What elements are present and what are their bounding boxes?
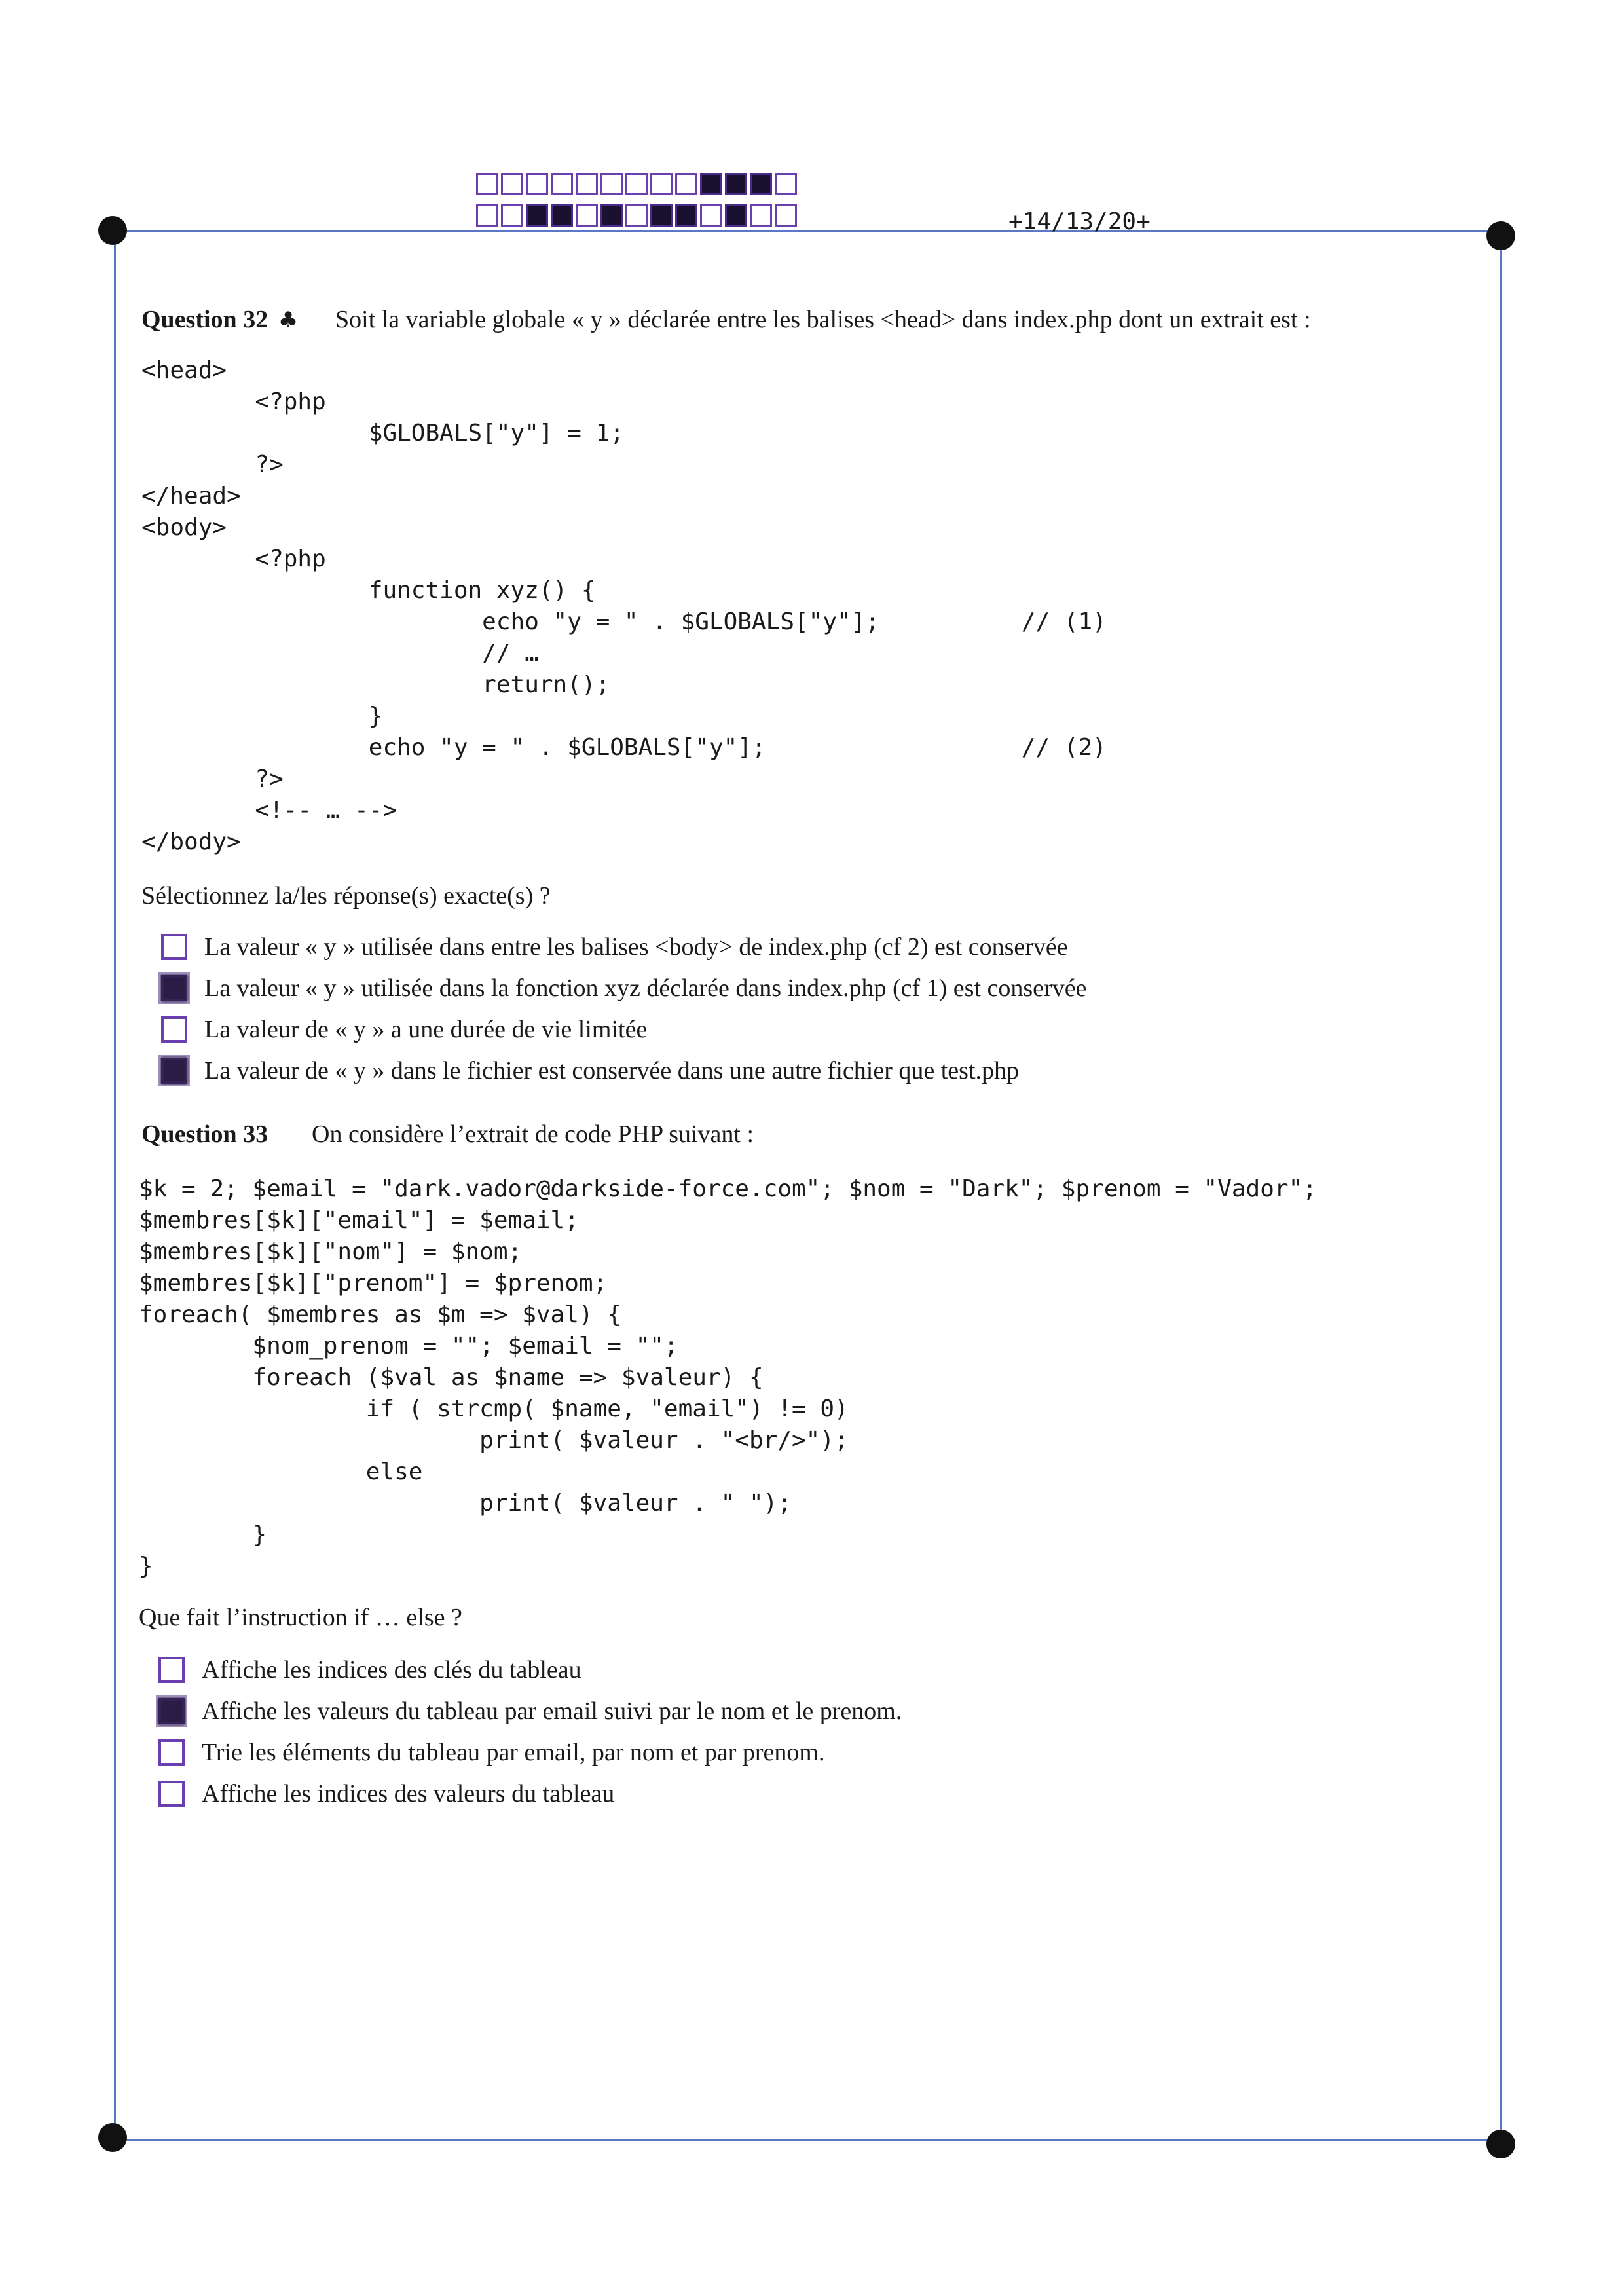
question-33-instruction: Que fait l’instruction if … else ? (139, 1604, 462, 1631)
code-line: } (139, 1521, 267, 1548)
barcode-cell (551, 204, 573, 227)
barcode-cell (675, 173, 697, 195)
code-line: <!-- … --> (141, 797, 397, 824)
barcode-cell (501, 173, 523, 195)
answer-option[interactable] (161, 1056, 1019, 1085)
checkbox[interactable] (161, 1016, 187, 1043)
answer-text: La valeur « y » utilisée dans la fonction xyz déclarée dans index.php (cf 1) est conservée (204, 974, 1087, 1002)
question-32-code (141, 355, 1107, 858)
barcode-cell (501, 204, 523, 227)
question-32-prompt: Soit la variable globale « y » déclarée entre les balises <head> dans index.php dont un extrait est : (335, 306, 1311, 333)
code-line: <?php (141, 546, 326, 572)
code-line: foreach( $membres as $m => $val) { (139, 1301, 621, 1328)
checkbox[interactable] (158, 1739, 185, 1766)
page-id: +14/13/20+ (1008, 208, 1151, 235)
barcode-cell (725, 204, 747, 227)
barcode-cell (675, 204, 697, 227)
code-line: function xyz() { (141, 577, 596, 604)
answer-option[interactable] (161, 974, 1086, 1003)
frame-left-line (114, 230, 116, 2141)
barcode-cell (725, 173, 747, 195)
barcode-cell (576, 173, 598, 195)
barcode-row-1 (476, 173, 797, 195)
barcode-cell (700, 204, 722, 227)
corner-mark-top-left (98, 216, 127, 245)
code-line: // … (141, 640, 539, 667)
question-33-code (139, 1174, 1317, 1582)
answer-text: La valeur « y » utilisée dans entre les balises <body> de index.php (cf 2) est conservée (204, 933, 1068, 961)
code-line: else (139, 1458, 423, 1485)
code-line: $nom_prenom = ""; $email = ""; (139, 1333, 678, 1360)
barcode-cell (625, 204, 648, 227)
frame-bottom-line (115, 2139, 1500, 2141)
answer-text: Trie les éléments du tableau par email, par nom et par prenom. (202, 1739, 825, 1766)
checkbox[interactable] (161, 934, 187, 960)
barcode-cell (775, 173, 797, 195)
checkbox[interactable] (158, 1657, 185, 1683)
code-line: <head> (141, 357, 227, 384)
code-line: ?> (141, 451, 284, 478)
corner-mark-top-right (1486, 221, 1515, 250)
code-line: } (141, 703, 383, 730)
checked-checkbox[interactable] (158, 1698, 185, 1724)
barcode-cell (526, 173, 548, 195)
barcode-cell (576, 204, 598, 227)
code-line: $GLOBALS["y"] = 1; (141, 420, 624, 447)
code-line: <body> (141, 514, 227, 541)
barcode-row-2 (476, 204, 797, 227)
code-line: </body> (141, 828, 241, 855)
answer-text: Affiche les valeurs du tableau par email suivi par le nom et le prenom. (202, 1697, 902, 1725)
code-line: $membres[$k]["nom"] = $nom; (139, 1238, 523, 1265)
answer-text: La valeur de « y » a une durée de vie limitée (204, 1016, 648, 1043)
code-line: echo "y = " . $GLOBALS["y"]; // (2) (141, 734, 1107, 761)
code-line: echo "y = " . $GLOBALS["y"]; // (1) (141, 608, 1107, 635)
barcode-cell (625, 173, 648, 195)
code-line: $k = 2; $email = "dark.vador@darkside-force.com"; $nom = "Dark"; $prenom = "Vador"; (139, 1176, 1317, 1202)
answer-option[interactable] (158, 1697, 902, 1726)
answer-option[interactable] (158, 1656, 581, 1684)
barcode-cell (526, 204, 548, 227)
question-33-heading (141, 1120, 268, 1149)
barcode-cell (775, 204, 797, 227)
question-32-instruction: Sélectionnez la/les réponse(s) exacte(s) ? (141, 882, 551, 910)
code-line: } (139, 1553, 153, 1580)
code-line: print( $valeur . "<br/>"); (139, 1427, 849, 1454)
barcode-cell (600, 173, 623, 195)
barcode-cell (476, 204, 498, 227)
answer-text: Affiche les indices des valeurs du tableau (202, 1780, 615, 1807)
code-line: foreach ($val as $name => $valeur) { (139, 1364, 764, 1391)
code-line: ?> (141, 766, 284, 792)
club-icon: ♣ (278, 307, 299, 333)
code-line: </head> (141, 483, 241, 509)
checked-checkbox[interactable] (161, 1058, 187, 1084)
question-32-heading (141, 305, 298, 334)
barcode-cell (476, 173, 498, 195)
code-line: $membres[$k]["email"] = $email; (139, 1207, 579, 1234)
answer-text: La valeur de « y » dans le fichier est conservée dans une autre fichier que test.php (204, 1057, 1019, 1084)
checked-checkbox[interactable] (161, 975, 187, 1001)
frame-right-line (1500, 234, 1502, 2145)
barcode-cell (600, 204, 623, 227)
checkbox[interactable] (158, 1781, 185, 1807)
barcode-cell (650, 204, 673, 227)
frame-top-line (115, 230, 1500, 232)
answer-option[interactable] (161, 933, 1068, 961)
barcode-cell (700, 173, 722, 195)
code-line: $membres[$k]["prenom"] = $prenom; (139, 1270, 608, 1297)
corner-mark-bottom-left (98, 2123, 127, 2152)
code-line: return(); (141, 671, 610, 698)
answer-text: Affiche les indices des clés du tableau (202, 1656, 581, 1684)
answer-option[interactable] (158, 1738, 824, 1767)
question-32-label: Question 32 (141, 306, 268, 333)
barcode-cell (750, 204, 772, 227)
answer-option[interactable] (161, 1015, 647, 1044)
code-line: <?php (141, 388, 326, 415)
corner-mark-bottom-right (1486, 2130, 1515, 2158)
answer-option[interactable] (158, 1779, 614, 1808)
barcode-cell (750, 173, 772, 195)
code-line: print( $valeur . " "); (139, 1490, 792, 1517)
barcode-cell (650, 173, 673, 195)
code-line: if ( strcmp( $name, "email") != 0) (139, 1396, 849, 1422)
question-33-prompt: On considère l’extrait de code PHP suivant : (312, 1120, 754, 1148)
barcode-cell (551, 173, 573, 195)
question-33-label: Question 33 (141, 1120, 268, 1148)
